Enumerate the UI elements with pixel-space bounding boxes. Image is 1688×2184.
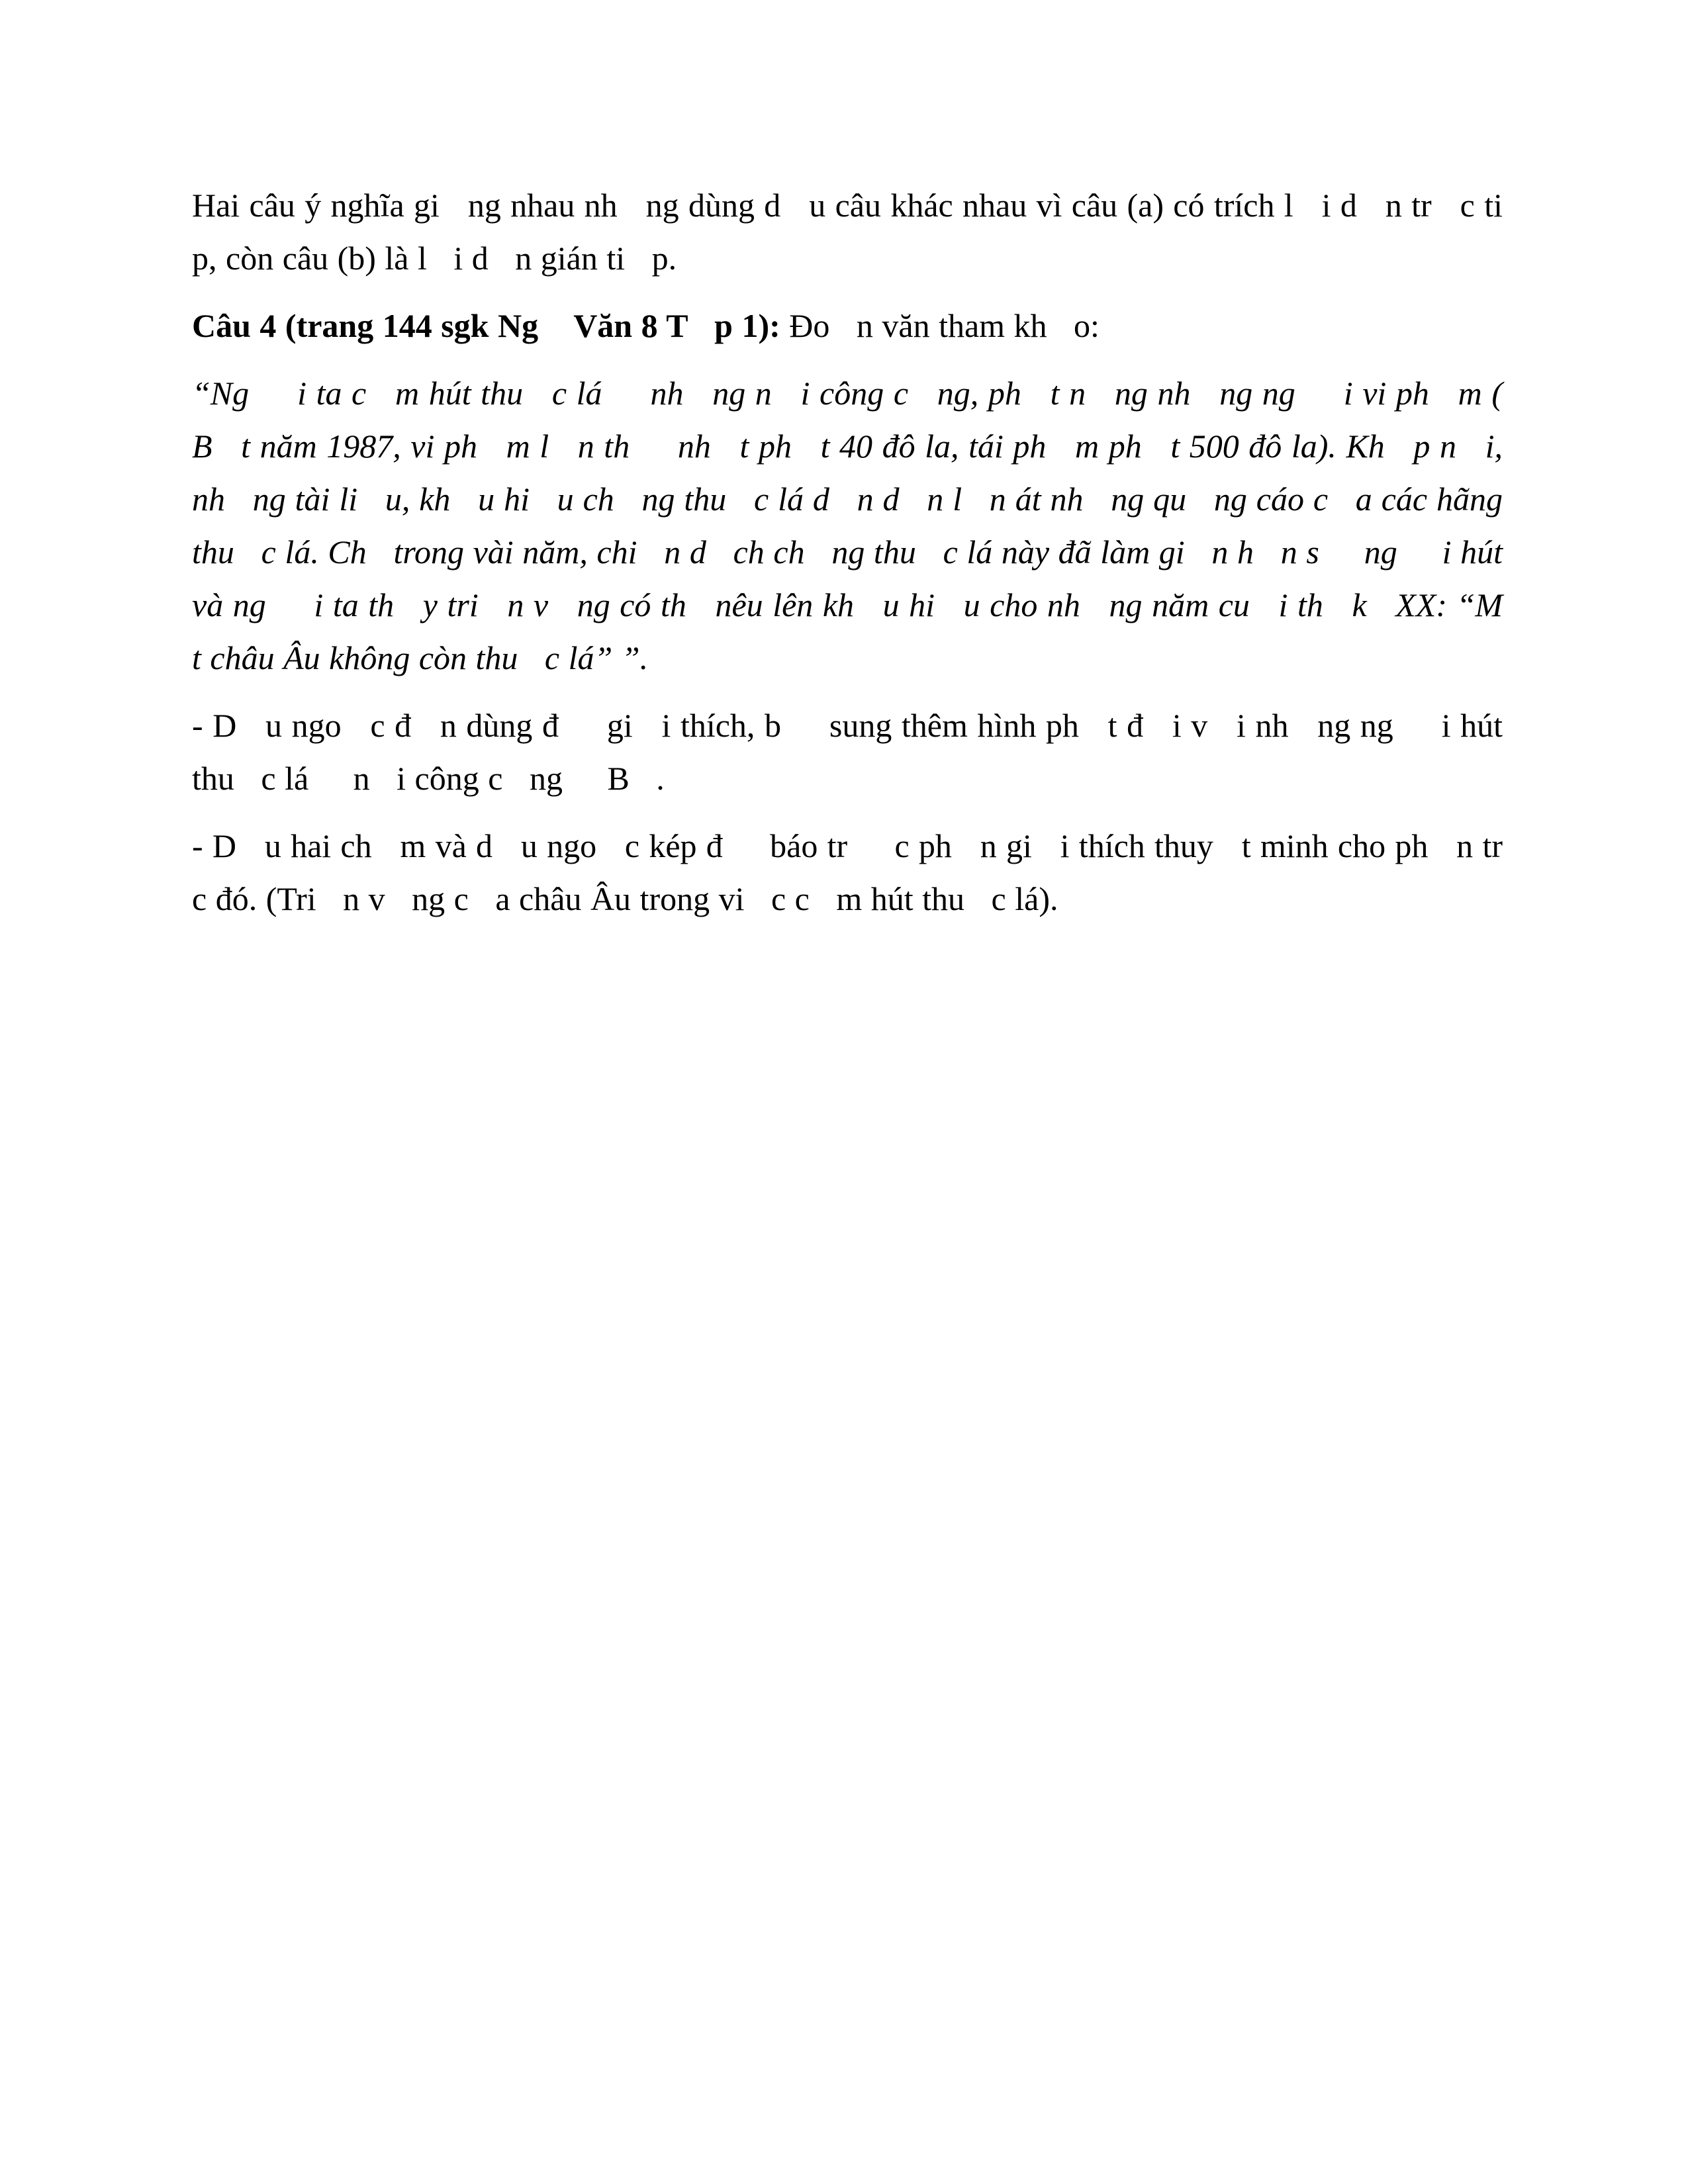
document-body <box>192 179 1548 940</box>
question-4-label: Câu 4 (trang 144 sgk Ng Văn 8 T p 1): <box>192 307 780 344</box>
bullet-2: - D u hai ch m và d u ngo c kép đ báo tr c ph n gi i thích thuy t minh cho ph n tr c đó. (Tri n v ng c a châu Âu trong vi c c m hút thu c lá). <box>192 827 1548 917</box>
question-4-paragraph <box>192 299 1503 352</box>
question-4-text: Đo n văn tham kh o: <box>780 307 1100 344</box>
bullet-1: - D u ngo c đ n dùng đ gi i thích, b sung thêm hình ph t đ i v i nh ng ng i hút thu c lá n i công c ng B . <box>192 707 1512 797</box>
paragraph-1: Hai câu ý nghĩa gi ng nhau nh ng dùng d u câu khác nhau vì câu (a) có trích l i d n tr c ti p, còn câu (b) là l i d n gián ti p. <box>192 187 1530 277</box>
quote-paragraph: “Ng i ta c m hút thu c lá nh ng n i công c ng, ph t n ng nh ng ng i vi ph m ( B t năm 1987, vi ph m l n th nh t ph t 40 đô la, tái ph m ph t 500 đô la). Kh p n i, nh ng tài li u, kh u hi u ch ng thu c lá d n d n l n át nh ng qu ng cáo c a các hãng thu c lá. Ch trong vài năm, chi n d ch ch ng thu c lá này đã làm gi n h n s ng i hút và ng i ta th y tri n v ng có th nêu lên kh u hi u cho nh ng năm cu i th k XX: “M t châu Âu không còn thu c lá” ”. <box>192 375 1530 676</box>
